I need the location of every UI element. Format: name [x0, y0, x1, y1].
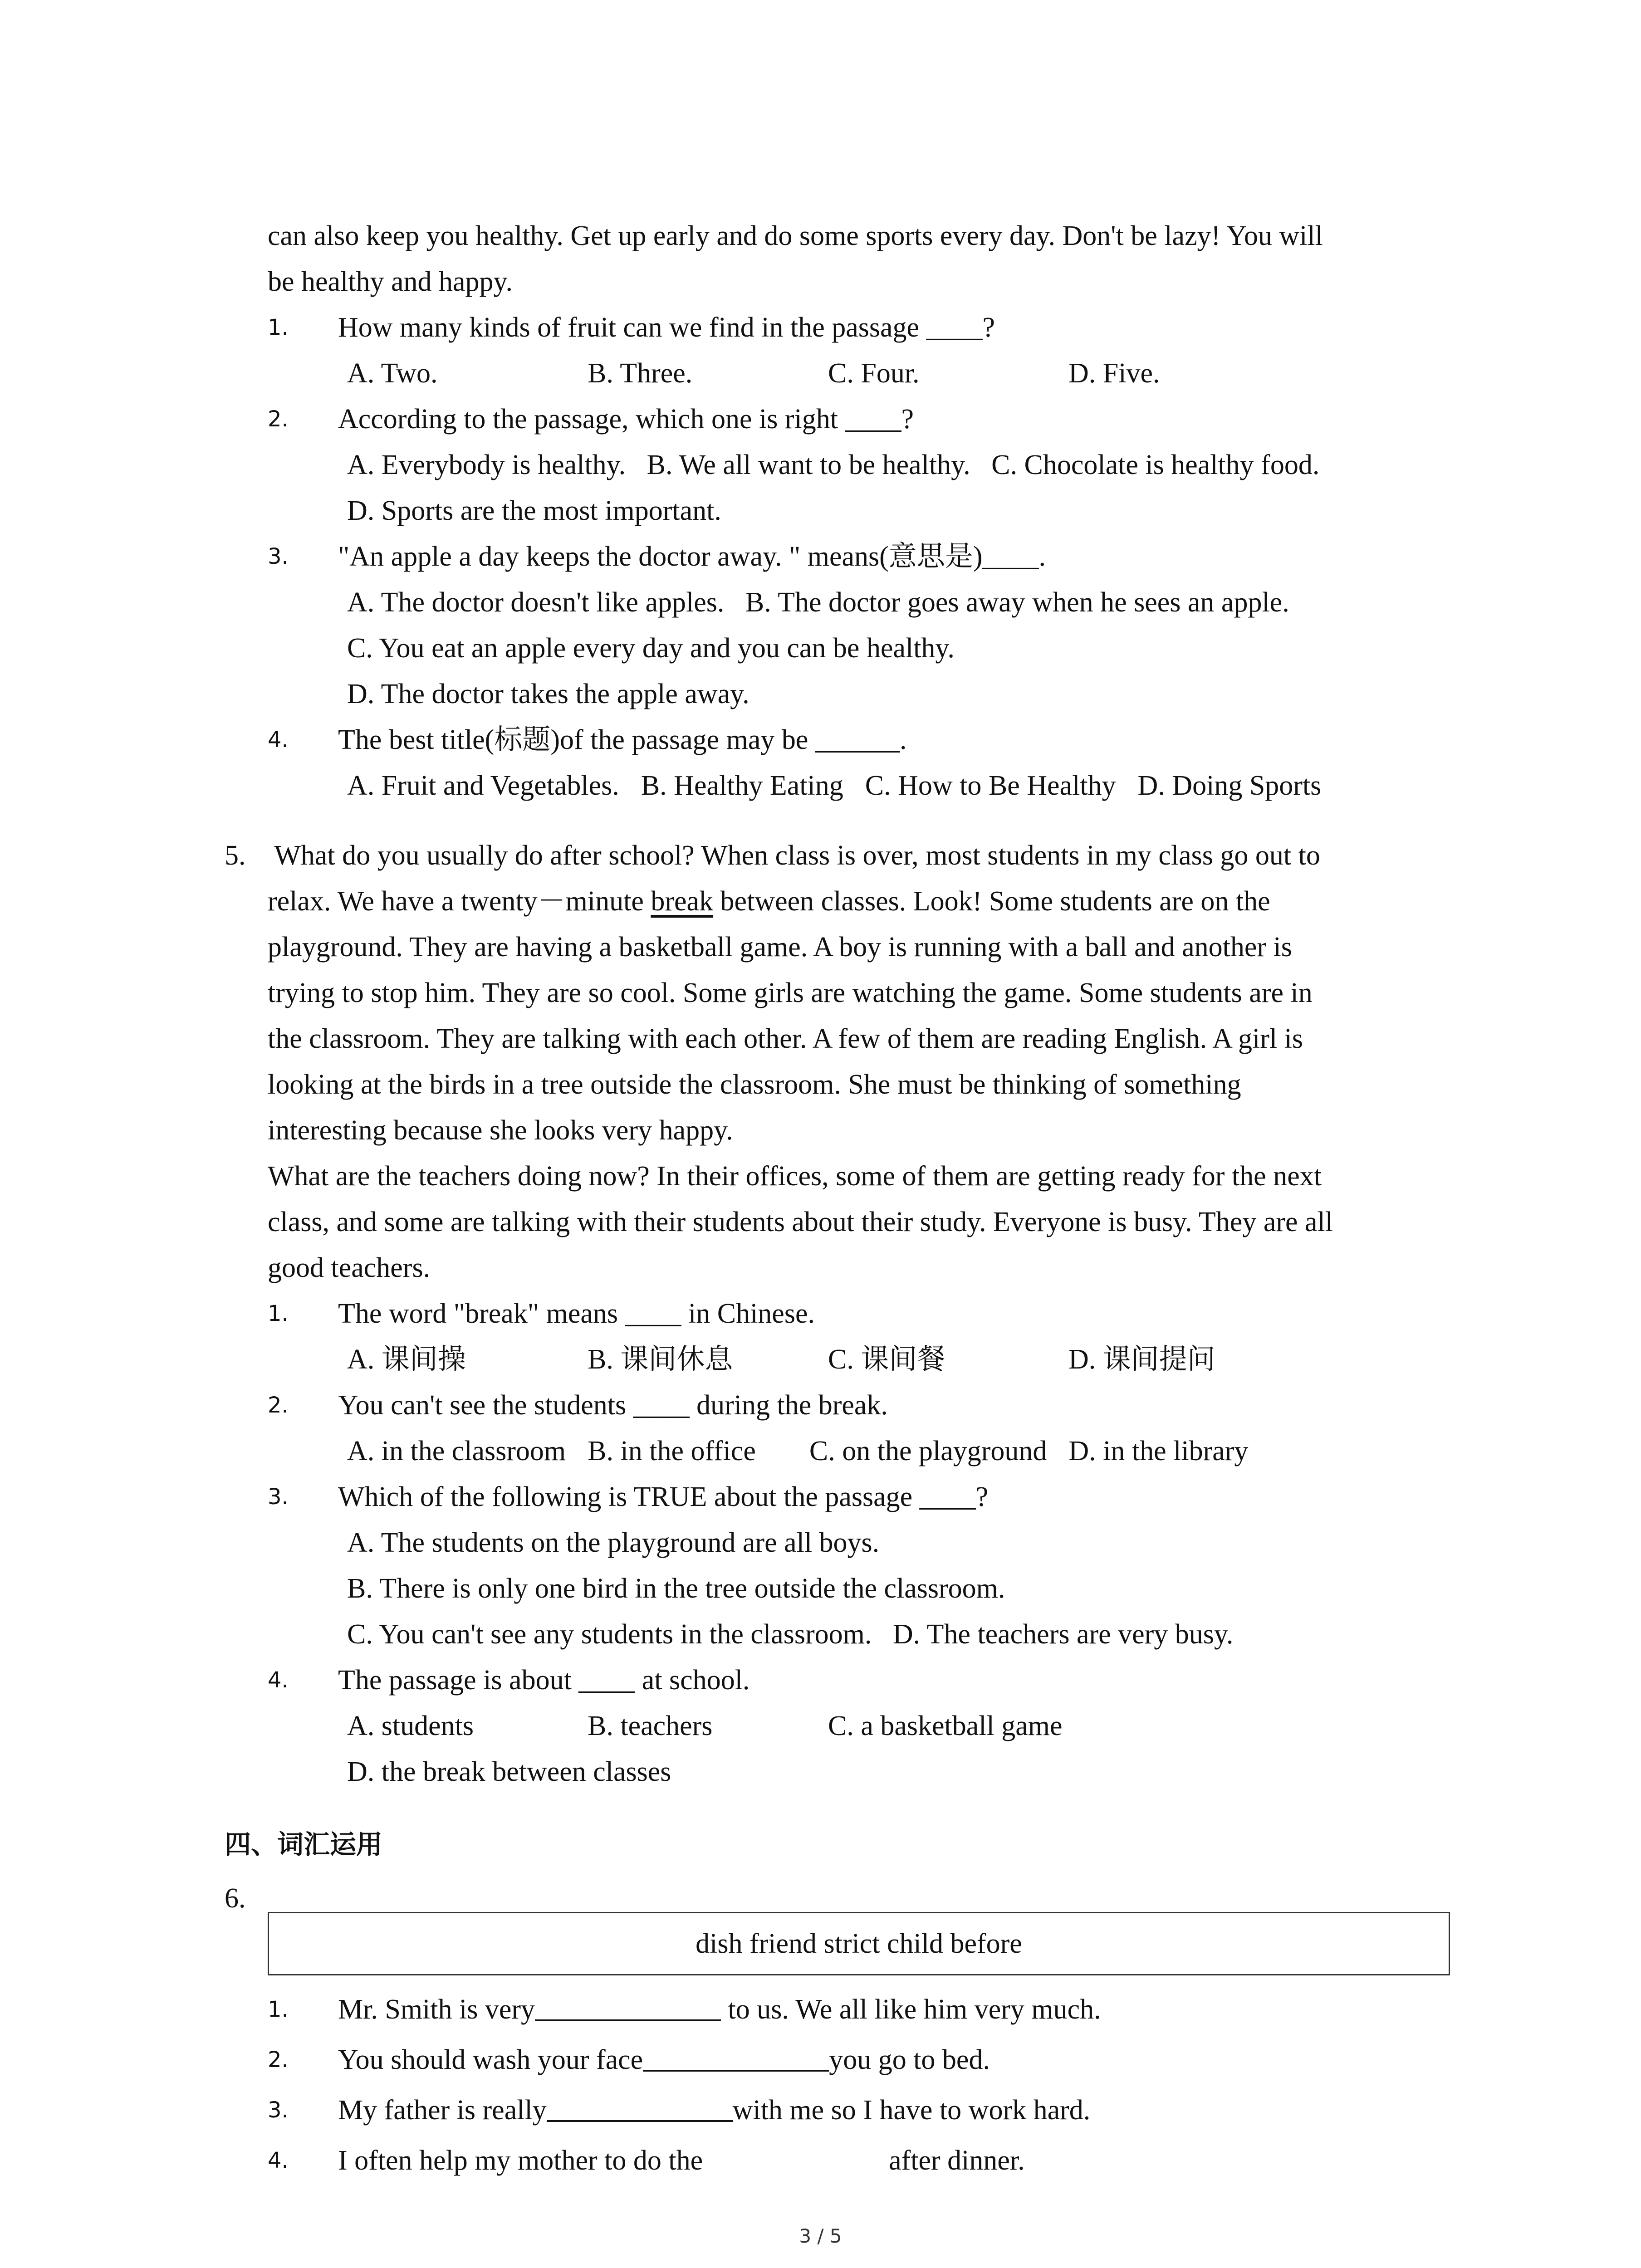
passage-text: between classes. Look! Some students are on the: [713, 886, 1270, 917]
question-text: The best title(标题)of the passage may be ______.: [338, 724, 907, 755]
question-text: "An apple a day keeps the doctor away. " means(意思是)____.: [338, 541, 1046, 572]
sentence-start: I often help my mother to do the: [338, 2145, 703, 2176]
options-row: [268, 1703, 1456, 1749]
option-a: A. in the classroom: [347, 1436, 566, 1466]
option-b: B. 课间休息: [588, 1344, 733, 1375]
option-a: A. Fruit and Vegetables.: [347, 770, 619, 801]
question-text: You can't see the students ____ during the break.: [338, 1390, 888, 1421]
options-row: [268, 1337, 1456, 1383]
word-bank-box: dish friend strict child before: [268, 1912, 1450, 1975]
sentence-start: My father is really: [338, 2095, 547, 2126]
section-title: 四、词汇运用: [225, 1829, 383, 1860]
question-text: The word "break" means ____ in Chinese.: [338, 1298, 815, 1329]
answer-blank[interactable]: [547, 2093, 733, 2122]
passage-line: class, and some are talking with their students about their study. Everyone is busy. They are all: [268, 1207, 1333, 1237]
question-text: According to the passage, which one is right ____?: [338, 404, 914, 435]
question-number: 2.: [268, 1393, 289, 1418]
sentence-end: after dinner.: [889, 2145, 1025, 2176]
passage-line: What are the teachers doing now? In their offices, some of them are getting ready for the next: [268, 1161, 1322, 1192]
question-1: [268, 305, 1456, 351]
question-number: 1.: [268, 1997, 289, 2022]
question-number: 1.: [268, 1301, 289, 1326]
passage-line: trying to stop him. They are so cool. Some girls are watching the game. Some students are in: [268, 978, 1313, 1008]
sentence-end: you go to bed.: [829, 2044, 990, 2075]
option-d: D. 课间提问: [1068, 1344, 1215, 1375]
question-4: [268, 1657, 1456, 1703]
options-line: A. The students on the playground are all boys.: [347, 1527, 880, 1558]
question-number: 3.: [268, 544, 289, 569]
sentence-end: to us. We all like him very much.: [721, 1994, 1101, 2025]
question-number: 3.: [268, 2097, 289, 2123]
question-2: [268, 1383, 1456, 1428]
option-c: C. 课间餐: [828, 1344, 945, 1375]
passage-line: be healthy and happy.: [268, 266, 513, 297]
option-b: B. teachers: [588, 1711, 713, 1741]
option-c: C. How to Be Healthy: [865, 770, 1116, 801]
passage-line: can also keep you healthy. Get up early and do some sports every day. Don't be lazy! You will: [268, 220, 1323, 251]
options-line: C. You can't see any students in the classroom. D. The teachers are very busy.: [347, 1619, 1234, 1650]
question-group-number: 6.: [225, 1883, 246, 1914]
question-number: 2.: [268, 2047, 289, 2072]
question-text: Which of the following is TRUE about the passage ____?: [338, 1481, 989, 1512]
options-line: D. The doctor takes the apple away.: [347, 679, 749, 709]
options-line: D. Sports are the most important.: [347, 495, 721, 526]
fill-item-4: [268, 2138, 1456, 2188]
option-b: B. Healthy Eating: [641, 770, 843, 801]
passage-line: What do you usually do after school? When class is over, most students in my class go out to: [268, 840, 1320, 871]
question-group-number: 5.: [225, 840, 246, 871]
option-a: A. 课间操: [347, 1344, 466, 1375]
passage-text: relax. We have a twenty－minute: [268, 886, 651, 917]
fill-item-3: [268, 2087, 1456, 2138]
option-d: D. in the library: [1068, 1436, 1249, 1466]
passage-line: [268, 879, 1456, 924]
question-1: [268, 1291, 1456, 1337]
passage-line: looking at the birds in a tree outside the classroom. She must be thinking of something: [268, 1069, 1241, 1100]
options-line: A. Everybody is healthy. B. We all want to be healthy. C. Chocolate is healthy food.: [347, 450, 1320, 480]
options-row: [268, 1428, 1456, 1474]
fill-in-blanks: [268, 1987, 1456, 2188]
question-2: [268, 396, 1456, 442]
option-c: C. on the playground: [809, 1436, 1047, 1466]
fill-item-2: [268, 2037, 1456, 2087]
passage-line: playground. They are having a basketball game. A boy is running with a ball and another is: [268, 932, 1292, 963]
passage-line: interesting because she looks very happy.: [268, 1115, 733, 1146]
passage-4-ending: [268, 213, 1456, 809]
question-text: How many kinds of fruit can we find in the passage ____?: [338, 312, 995, 343]
options-line: D. the break between classes: [347, 1756, 671, 1787]
option-a: A. students: [347, 1711, 474, 1741]
question-number: 1.: [268, 315, 289, 340]
question-number: 4.: [268, 1667, 289, 1693]
question-text: The passage is about ____ at school.: [338, 1665, 750, 1696]
question-number: 3.: [268, 1484, 289, 1510]
answer-blank[interactable]: [643, 2043, 829, 2072]
fill-item-1: [268, 1987, 1456, 2037]
passage-5: [268, 833, 1456, 1795]
sentence-start: You should wash your face: [338, 2044, 643, 2075]
question-number: 4.: [268, 727, 289, 753]
question-3: [268, 1474, 1456, 1520]
option-c: C. Four.: [828, 358, 920, 389]
option-d: D. Five.: [1068, 358, 1160, 389]
option-b: B. in the office: [588, 1436, 756, 1466]
option-d: D. Doing Sports: [1137, 770, 1322, 801]
question-number: 2.: [268, 406, 289, 432]
options-row: [268, 763, 1456, 809]
passage-line: good teachers.: [268, 1252, 431, 1283]
sentence-start: Mr. Smith is very: [338, 1994, 535, 2025]
option-b: B. Three.: [588, 358, 693, 389]
passage-line: the classroom. They are talking with each other. A few of them are reading English. A girl is: [268, 1023, 1303, 1054]
sentence-end: with me so I have to work hard.: [732, 2095, 1091, 2126]
options-line: A. The doctor doesn't like apples. B. The doctor goes away when he sees an apple.: [347, 587, 1289, 618]
options-line: B. There is only one bird in the tree outside the classroom.: [347, 1573, 1005, 1604]
question-number: 4.: [268, 2148, 289, 2173]
option-a: A. Two.: [347, 358, 438, 389]
options-line: C. You eat an apple every day and you can be healthy.: [347, 633, 955, 664]
option-c: C. a basketball game: [828, 1711, 1063, 1741]
answer-blank[interactable]: [535, 1992, 721, 2021]
question-3: [268, 534, 1456, 580]
question-4: [268, 717, 1456, 763]
options-row: [268, 351, 1456, 396]
page-number: 3 / 5: [799, 2225, 842, 2247]
underlined-word: break: [651, 886, 714, 917]
